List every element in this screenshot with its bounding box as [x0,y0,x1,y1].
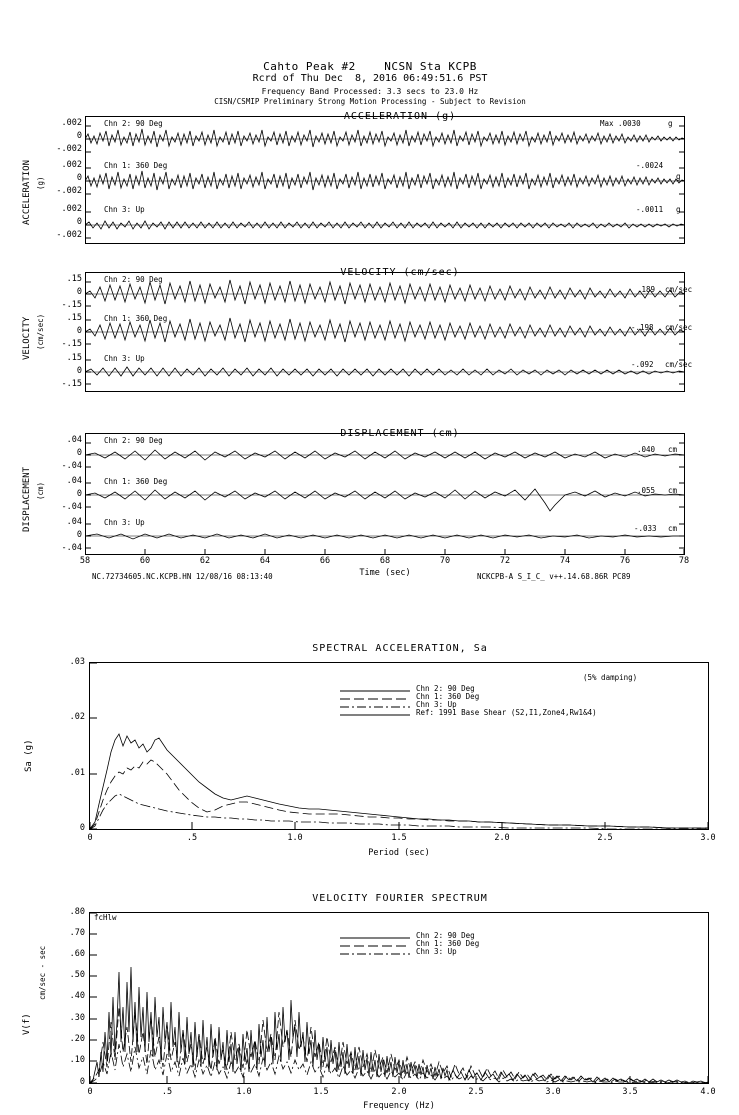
fourier-xtick-5: 2.5 [468,1087,484,1097]
disp-ytick-bot-3: -.04 [61,543,82,553]
sa-ytick-3: .03 [69,657,85,667]
acceleration-y-axis-label: ACCELERATION [22,159,32,225]
fourier-ytick-8: .80 [69,907,85,917]
disp-channel-label-3: Chn 3: Up [104,518,145,527]
accel-ytick-bot-2: -.002 [56,186,82,196]
sa-x-axis-label: Period (sec) [368,848,430,858]
disp-peak-3: -.033 [634,524,657,533]
vel-peak-3: -.092 [631,360,654,369]
disp-ytick-bot-2: -.04 [61,502,82,512]
disp-ytick-zero-3: 0 [76,530,82,540]
disp-xtick-1: 60 [139,556,151,566]
footer-right-text: NCKCPB-A S_I_C_ v++.14.68.86R PC89 [477,572,631,581]
fourier-x-axis-label: Frequency (Hz) [363,1101,435,1111]
sa-damping-note: (5% damping) [583,673,638,682]
displacement-y-axis-unit: (cm) [36,481,45,500]
sa-legend-label-1: Chn 1: 360 Deg [416,692,480,701]
fourier-ytick-2: .20 [69,1034,85,1044]
vel-ytick-zero-1: 0 [76,287,82,297]
sa-legend [340,687,412,721]
disp-xtick-0: 58 [79,556,91,566]
disp-ytick-top-3: .04 [66,517,82,527]
sa-legend-label-3: Ref: 1991 Base Shear (S2,I1,Zone4,Rw1&4) [416,708,597,717]
footer-left-text: NC.72734605.NC.KCPB.HN 12/08/16 08:13:40 [92,572,273,581]
report-processing-note: CISN/CSMIP Preliminary Strong Motion Processing - Subject to Revision [214,97,526,106]
vel-ytick-top-2: .15 [66,313,82,323]
accel-ytick-top-2: .002 [61,160,82,170]
fourier-xtick-3: 1.5 [313,1087,329,1097]
disp-xtick-7: 72 [499,556,511,566]
vel-ytick-bot-3: -.15 [61,379,82,389]
sa-xtick-3: 1.5 [391,833,407,843]
accel-peak-unit-2: g [668,119,673,128]
accel-peak-unit-1: g [676,172,681,181]
displacement-y-axis-label: DISPLACEMENT [22,466,32,532]
sa-panel-title: SPECTRAL ACCELERATION, Sa [312,643,488,654]
disp-ytick-top-2: .04 [66,476,82,486]
disp-peak-unit-2: cm [668,445,678,454]
acceleration-y-axis-unit: (g) [36,176,45,190]
sa-xtick-5: 2.5 [597,833,613,843]
disp-ytick-zero-2: 0 [76,489,82,499]
fourier-xtick-1: .5 [161,1087,173,1097]
accel-peak-3: -.0011 [636,205,664,214]
fourier-xtick-8: 4.0 [700,1087,716,1097]
vel-peak-1: -.198 [631,323,654,332]
displacement-plot [85,433,685,555]
disp-xtick-4: 66 [319,556,331,566]
disp-xtick-3: 64 [259,556,271,566]
report-record-time: Rcrd of Thu Dec 8, 2016 06:49:51.6 PST [252,73,488,84]
sa-legend-label-2: Chn 3: Up [416,700,457,709]
accel-ytick-zero-2: 0 [76,173,82,183]
fourier-legend-label-0: Chn 2: 90 Deg [416,931,475,940]
sa-legend-label-0: Chn 2: 90 Deg [416,684,475,693]
sa-ytick-2: .02 [69,712,85,722]
accel-ytick-bot-1: -.002 [56,144,82,154]
disp-peak-unit-1: cm [668,486,678,495]
vel-peak-2: .189 [637,285,656,294]
vel-peak-unit-3: cm/sec [665,360,693,369]
fourier-legend-label-2: Chn 3: Up [416,947,457,956]
vel-peak-unit-2: cm/sec [665,285,693,294]
fourier-legend [340,934,412,960]
fourier-xtick-2: 1.0 [236,1087,252,1097]
sa-xtick-0: 0 [87,833,93,843]
disp-xtick-9: 76 [619,556,631,566]
velocity-panel-title: VELOCITY (cm/sec) [340,267,460,278]
velocity-plot [85,272,685,392]
accel-ytick-zero-1: 0 [76,131,82,141]
fourier-panel-title: VELOCITY FOURIER SPECTRUM [312,893,488,904]
report-title-station: Cahto Peak #2 NCSN Sta KCPB [263,60,477,73]
fourier-xtick-6: 3.0 [545,1087,561,1097]
accel-ytick-bot-3: -.002 [56,230,82,240]
vel-ytick-top-3: .15 [66,353,82,363]
fourier-ytick-6: .60 [69,949,85,959]
fourier-ytick-0: 0 [79,1077,85,1087]
fourier-xtick-4: 2.0 [391,1087,407,1097]
disp-xtick-10: 78 [678,556,690,566]
fourier-ytick-3: .30 [69,1013,85,1023]
accel-peak-2: Max .0030 [600,119,641,128]
disp-peak-unit-3: cm [668,524,678,533]
report-frequency-band: Frequency Band Processed: 3.3 secs to 23.0 Hz [261,87,479,96]
accel-ytick-top-3: .002 [61,204,82,214]
vel-channel-label-1: Chn 1: 360 Deg [104,314,168,323]
fourier-ytick-1: .10 [69,1055,85,1065]
disp-ytick-top-1: .04 [66,435,82,445]
fourier-ytick-4: .40 [69,991,85,1001]
fourier-legend-label-1: Chn 1: 360 Deg [416,939,480,948]
accel-channel-label-2: Chn 2: 90 Deg [104,119,163,128]
vel-ytick-zero-2: 0 [76,326,82,336]
disp-xtick-6: 70 [439,556,451,566]
accel-ytick-top-1: .002 [61,118,82,128]
vel-peak-unit-1: cm/sec [665,323,693,332]
accel-channel-label-1: Chn 1: 360 Deg [104,161,168,170]
sa-xtick-4: 2.0 [494,833,510,843]
disp-ytick-zero-1: 0 [76,448,82,458]
disp-xtick-8: 74 [559,556,571,566]
velocity-y-axis-unit: (cm/sec) [36,313,45,350]
sa-ytick-1: .01 [69,768,85,778]
vel-ytick-bot-2: -.15 [61,339,82,349]
disp-xtick-5: 68 [379,556,391,566]
fourier-y-axis-label: V(f) [22,1013,32,1035]
sa-xtick-1: .5 [186,833,198,843]
vel-ytick-top-1: .15 [66,274,82,284]
disp-channel-label-1: Chn 1: 360 Deg [104,477,168,486]
velocity-y-axis-label: VELOCITY [22,316,32,360]
disp-peak-2: .040 [637,445,656,454]
fourier-xtick-0: 0 [87,1087,93,1097]
disp-channel-label-2: Chn 2: 90 Deg [104,436,163,445]
accel-peak-1: -.0024 [636,161,664,170]
acceleration-plot [85,116,685,244]
accel-ytick-zero-3: 0 [76,217,82,227]
disp-xtick-2: 62 [199,556,211,566]
vel-channel-label-2: Chn 2: 90 Deg [104,275,163,284]
vel-ytick-bot-1: -.15 [61,300,82,310]
sa-xtick-2: 1.0 [287,833,303,843]
fourier-ytick-5: .50 [69,970,85,980]
sa-xtick-6: 3.0 [700,833,716,843]
sa-y-axis-label: Sa (g) [24,739,34,772]
disp-x-axis-label: Time (sec) [359,568,411,578]
accel-peak-unit-3: g [676,205,681,214]
fourier-y-axis-unit: cm/sec - sec [38,945,47,1000]
displacement-panel-title: DISPLACEMENT (cm) [340,428,460,439]
accel-channel-label-3: Chn 3: Up [104,205,145,214]
sa-ytick-0: 0 [79,823,85,833]
acceleration-panel-title: ACCELERATION (g) [343,111,457,122]
fourier-ytick-7: .70 [69,928,85,938]
fourier-xtick-7: 3.5 [622,1087,638,1097]
disp-ytick-bot-1: -.04 [61,461,82,471]
vel-channel-label-3: Chn 3: Up [104,354,145,363]
disp-peak-1: .055 [637,486,656,495]
vel-ytick-zero-3: 0 [76,366,82,376]
fourier-corner-note: fcHlw [94,913,117,922]
